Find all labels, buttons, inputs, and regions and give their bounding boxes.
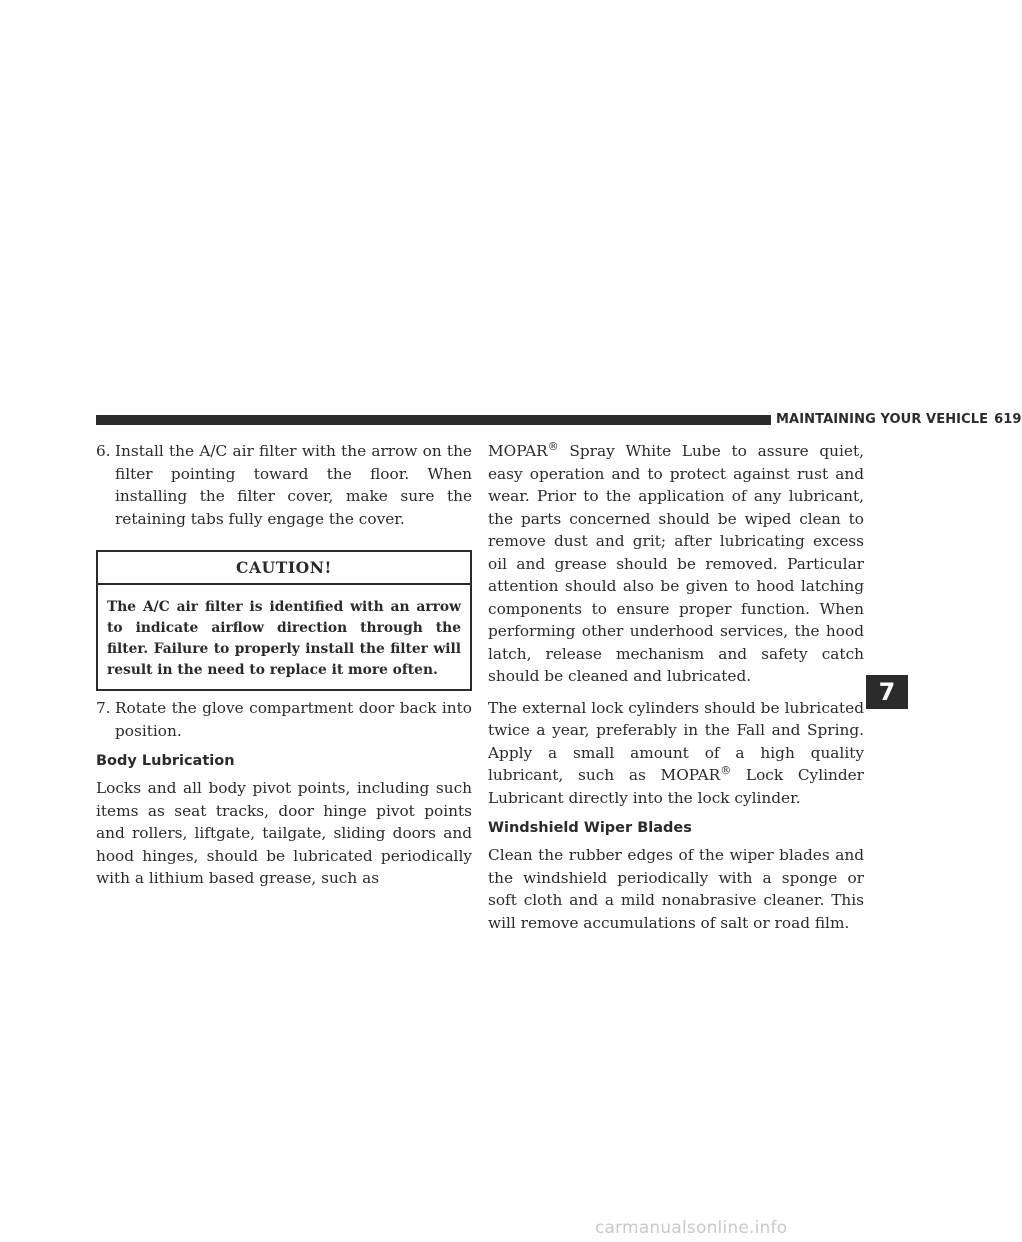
registered-mark: ® xyxy=(547,439,559,453)
step-7-text: Rotate the glove compartment door back into position. xyxy=(115,699,472,740)
caution-box xyxy=(96,550,472,691)
mopar-brand: MOPAR xyxy=(488,442,548,460)
caution-body: The A/C air filter is identified with an arrow to indicate airflow direction through the filter. Failure to properly install the filter will result in the need to replace it more often. xyxy=(107,599,461,678)
step-6-text: Install the A/C air filter with the arrow on the filter pointing toward the floor. When installing the filter cover, make sure the retaining tabs fully engage the cover. xyxy=(115,442,472,528)
watermark: carmanualsonline.info xyxy=(595,1218,788,1238)
registered-mark: ® xyxy=(720,763,732,777)
continuation-text: Spray White Lube to assure quiet, easy operation and to protect against rust and wear. Prior to the application of any lubricant, the parts concerned should be wiped clean to remove dust and grit; after lubricating excess oil and grease should be removed. Particular attention should also be given to hood latching components to ensure proper function. When performing other underhood services, the hood latch, release mechanism and safety catch should be cleaned and lubricated. xyxy=(488,442,864,685)
running-header xyxy=(776,412,1022,427)
header-bar xyxy=(96,415,771,425)
step-7 xyxy=(96,697,472,742)
lubrication-continuation xyxy=(488,440,864,688)
step-7-number: 7. xyxy=(96,699,111,717)
caution-title: CAUTION! xyxy=(98,558,470,585)
right-column xyxy=(488,440,864,934)
heading-body-lubrication: Body Lubrication xyxy=(96,753,235,769)
step-6 xyxy=(96,440,472,530)
lock-cylinder-paragraph xyxy=(488,697,864,810)
windshield-text: Clean the rubber edges of the wiper blades and the windshield periodically with a sponge or soft cloth and a mild nonabrasive cleaner. This will remove accumulations of salt or road film. xyxy=(488,846,864,932)
heading-windshield-wiper-blades: Windshield Wiper Blades xyxy=(488,820,692,836)
lock-cylinder-text-after: Lock Cylinder Lubricant directly into the lock cylinder. xyxy=(488,766,864,807)
chapter-tab: 7 xyxy=(866,675,908,709)
step-6-number: 6. xyxy=(96,442,111,460)
left-column xyxy=(96,440,472,890)
lock-cylinder-text-before: The external lock cylinders should be lubricated twice a year, preferably in the Fall and Spring. Apply a small amount of a high quality lubricant, such as MOPAR xyxy=(488,698,864,784)
section-title: MAINTAINING YOUR VEHICLE xyxy=(776,412,989,427)
body-lubrication-text: Locks and all body pivot points, including such items as seat tracks, door hinge pivot points and rollers, liftgate, tailgate, sliding doors and hood hinges, should be lubricated periodically with a lithium based grease, such as xyxy=(96,779,472,887)
page-number: 619 xyxy=(994,412,1022,427)
